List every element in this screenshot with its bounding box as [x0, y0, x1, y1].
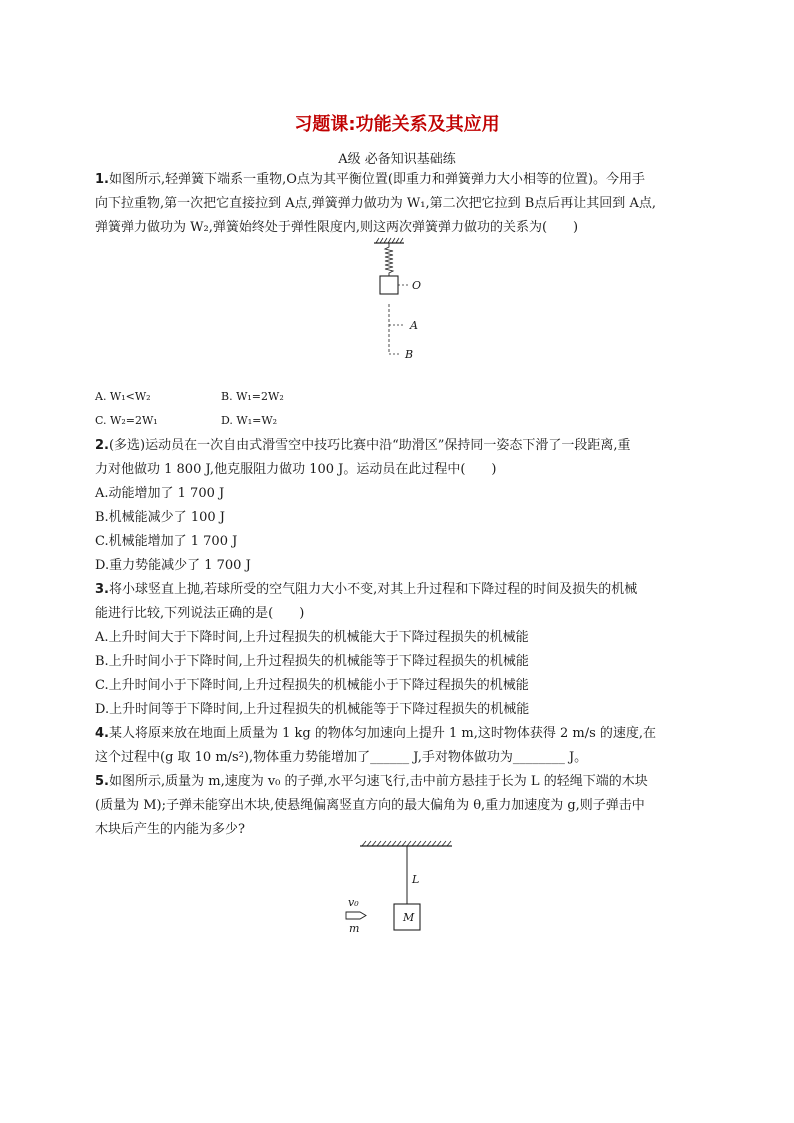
label-l: L [412, 873, 420, 886]
q1-line-3: 弹簧弹力做功为 W₂,弹簧始终处于弹性限度内,则这两次弹簧弹力做功的关系为( ) [95, 220, 579, 235]
q2-option-d: D.重力势能减少了 1 700 J [95, 558, 251, 573]
q1-line-2: 向下拉重物,第一次把它直接拉到 A点,弹簧弹力做功为 W₁,第二次把它拉到 B点后再让其回到 A点, [95, 196, 656, 211]
label-o: O [412, 279, 422, 292]
q2-option-c: C.机械能增加了 1 700 J [95, 534, 238, 549]
q2-line-1: 2.(多选)运动员在一次自由式滑雪空中技巧比赛中沿“助滑区”保持同一姿态下滑了一段距离,重 [95, 438, 631, 453]
q1-spring-figure [360, 238, 440, 368]
q1-number: 1. [95, 172, 109, 187]
q5-line-1: 5.如图所示,质量为 m,速度为 v₀ 的子弹,水平匀速飞行,击中前方悬挂于长为 L 的轻绳下端的木块 [95, 774, 648, 789]
q5-pendulum-figure [340, 840, 460, 940]
label-a: A [410, 319, 418, 332]
q3-line-2: 能进行比较,下列说法正确的是( ) [95, 606, 305, 621]
q3-option-a: A.上升时间大于下降时间,上升过程损失的机械能大于下降过程损失的机械能 [95, 630, 529, 645]
label-b: B [405, 348, 414, 361]
q3-option-c: C.上升时间小于下降时间,上升过程损失的机械能小于下降过程损失的机械能 [95, 678, 529, 693]
q2-number: 2. [95, 438, 109, 453]
page-title: 习题课:功能关系及其应用 [294, 114, 500, 135]
q1-option-c: C. W₂=2W₁ [95, 414, 158, 427]
weight-block [380, 276, 398, 294]
ceiling-hatch [376, 238, 403, 243]
q2-option-a: A.动能增加了 1 700 J [95, 486, 225, 501]
q5-line-2: (质量为 M);子弹未能穿出木块,使悬绳偏离竖直方向的最大偏角为 θ,重力加速度为 g,则子弹击中 [95, 798, 645, 813]
label-big-m: M [403, 911, 415, 924]
ceiling-hatch [362, 841, 451, 846]
q1-option-d: D. W₁=W₂ [221, 414, 278, 427]
q1-line-1: 1.如图所示,轻弹簧下端系一重物,O点为其平衡位置(即重力和弹簧弹力大小相等的位置)。今用手 [95, 172, 646, 187]
label-v0: v₀ [348, 896, 359, 909]
q3-option-b: B.上升时间小于下降时间,上升过程损失的机械能等于下降过程损失的机械能 [95, 654, 529, 669]
q4-line-1: 4.某人将原来放在地面上质量为 1 kg 的物体匀加速向上提升 1 m,这时物体获得 2 m/s 的速度,在 [95, 726, 657, 741]
q2-option-b: B.机械能减少了 100 J [95, 510, 225, 525]
q1-option-a: A. W₁<W₂ [95, 390, 151, 403]
q4-line-2: 这个过程中(g 取 10 m/s²),物体重力势能增加了______ J,手对物体做功为________ J。 [95, 750, 588, 765]
q3-number: 3. [95, 582, 109, 597]
label-small-m: m [349, 922, 360, 935]
bullet-icon [346, 912, 366, 919]
spring [385, 243, 393, 276]
q5-line-3: 木块后产生的内能为多少? [95, 822, 245, 837]
q3-option-d: D.上升时间等于下降时间,上升过程损失的机械能等于下降过程损失的机械能 [95, 702, 530, 717]
q3-line-1: 3.将小球竖直上抛,若球所受的空气阻力大小不变,对其上升过程和下降过程的时间及损失的机械 [95, 582, 638, 597]
section-level-heading: A级 必备知识基础练 [338, 152, 456, 167]
q4-number: 4. [95, 726, 109, 741]
q2-line-2: 力对他做功 1 800 J,他克服阻力做功 100 J。运动员在此过程中( ) [95, 462, 497, 477]
q5-number: 5. [95, 774, 109, 789]
q1-option-b: B. W₁=2W₂ [221, 390, 284, 403]
